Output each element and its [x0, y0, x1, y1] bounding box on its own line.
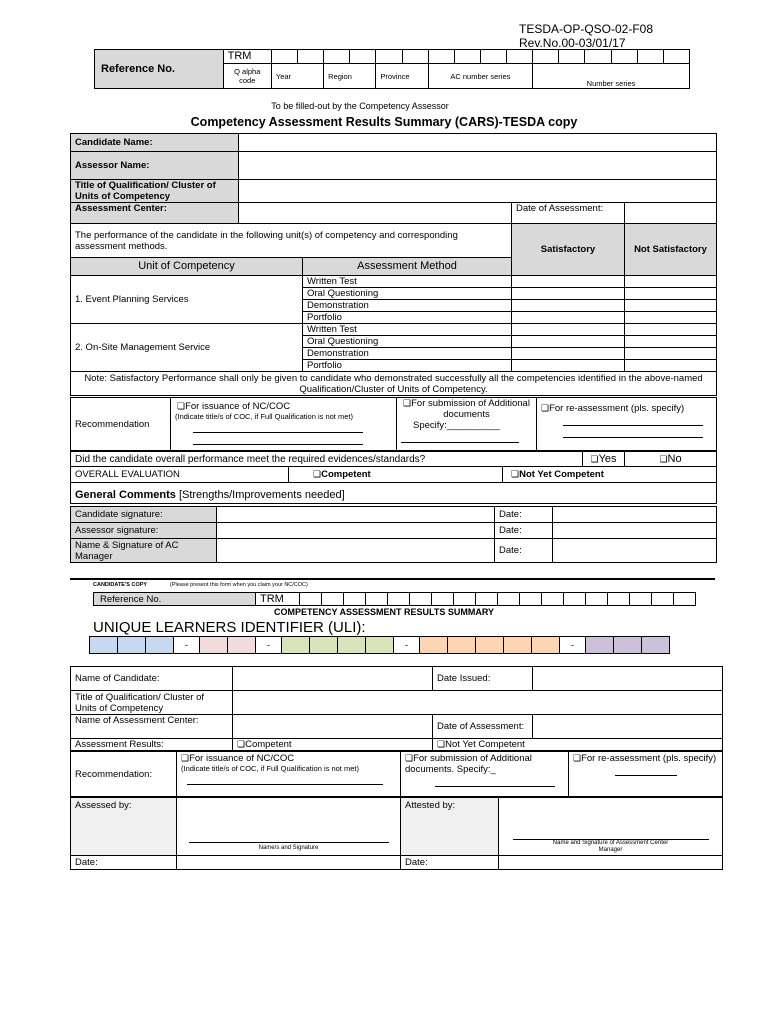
- rec-reassess-checkbox[interactable]: [541, 403, 712, 414]
- ref-box[interactable]: [585, 50, 611, 64]
- assessor-signature-field[interactable]: [217, 523, 495, 539]
- assessment-method-header: Assessment Method: [303, 258, 512, 276]
- copy-rec-reassess-line[interactable]: [615, 766, 677, 776]
- competent-option[interactable]: ❏ Competent: [289, 467, 503, 483]
- assessed-by-label: Assessed by:: [71, 798, 177, 856]
- copy-trm-cell: TRM: [256, 593, 300, 606]
- cars-table: [70, 133, 717, 396]
- rec-nc-label: For issuance of NC/COC: [185, 401, 291, 412]
- copy-date-of-assessment-field[interactable]: [533, 715, 723, 739]
- overall-question: Did the candidate overall performance meet the required evidences/standards?: [71, 452, 583, 467]
- not-yet-competent-option[interactable]: ❏ Not Yet Competent: [503, 467, 717, 483]
- performance-text: The performance of the candidate in the following unit(s) of competency and corresponding assessment methods.: [71, 224, 512, 258]
- not-satisfactory-cell[interactable]: [625, 360, 717, 372]
- copy-date-label: Date:: [71, 856, 177, 870]
- ref-box[interactable]: [559, 50, 585, 64]
- uli-box[interactable]: [614, 637, 642, 654]
- copy-rec-nc-line[interactable]: [187, 775, 383, 785]
- satisfactory-cell[interactable]: [512, 288, 625, 300]
- assessment-center-label: Assessment Center:: [71, 203, 239, 224]
- satisfactory-cell[interactable]: [512, 312, 625, 324]
- uli-dash: -: [394, 637, 420, 654]
- rec-reassess-line[interactable]: [563, 416, 703, 426]
- copy-reference-label: Reference No.: [94, 593, 256, 606]
- date-of-assessment-field[interactable]: [625, 203, 717, 224]
- overall-evaluation-label: OVERALL EVALUATION: [71, 467, 289, 483]
- ref-box[interactable]: [533, 50, 559, 64]
- ref-box[interactable]: [674, 593, 696, 606]
- ref-box[interactable]: [322, 593, 344, 606]
- uli-box[interactable]: [642, 637, 670, 654]
- uli-title: UNIQUE LEARNERS IDENTIFIER (ULI):: [93, 619, 366, 636]
- ref-box[interactable]: [454, 50, 480, 64]
- copy-rec-docs-line[interactable]: [435, 777, 555, 787]
- ref-box[interactable]: [344, 593, 366, 606]
- satisfactory-cell[interactable]: [512, 336, 625, 348]
- uli-box[interactable]: [532, 637, 560, 654]
- satisfactory-cell[interactable]: [512, 276, 625, 288]
- ref-box[interactable]: [476, 593, 498, 606]
- uli-box[interactable]: [448, 637, 476, 654]
- attested-by-label: Attested by:: [401, 798, 499, 856]
- ref-box[interactable]: [454, 593, 476, 606]
- ref-box[interactable]: [637, 50, 663, 64]
- method-label: Portfolio: [303, 312, 512, 324]
- copy-rec-nc-label: For issuance of NC/COC: [189, 753, 295, 764]
- copy-date-label: Date:: [401, 856, 499, 870]
- rec-docs-label: For submission of Additional documents: [411, 398, 530, 420]
- copy-competent-option[interactable]: ❏ Competent: [233, 739, 433, 751]
- copy-not-yet-competent-option[interactable]: ❏ Not Yet Competent: [433, 739, 723, 751]
- rec-reassess-line[interactable]: [563, 428, 703, 438]
- not-satisfactory-cell[interactable]: [625, 300, 717, 312]
- ref-box[interactable]: [480, 50, 506, 64]
- ref-box[interactable]: [520, 593, 542, 606]
- date-issued-field[interactable]: [533, 667, 723, 691]
- method-label: Portfolio: [303, 360, 512, 372]
- date-field[interactable]: [553, 539, 717, 563]
- candidate-signature-label: Candidate signature:: [71, 507, 217, 523]
- not-satisfactory-cell[interactable]: [625, 312, 717, 324]
- date-field[interactable]: [553, 507, 717, 523]
- ref-box[interactable]: [350, 50, 376, 64]
- copy-date-of-assessment-label: Date of Assessment:: [433, 715, 533, 739]
- ref-box[interactable]: [542, 593, 564, 606]
- ref-box[interactable]: [611, 50, 637, 64]
- unit-name: 1. Event Planning Services: [71, 276, 303, 324]
- candidate-signature-field[interactable]: [217, 507, 495, 523]
- recommendation-label: Recommendation: [71, 398, 171, 451]
- general-comments[interactable]: General Comments [Strengths/Improvements needed]: [71, 483, 717, 504]
- satisfactory-cell[interactable]: [512, 360, 625, 372]
- candidate-name-field[interactable]: [239, 134, 717, 152]
- copy-rec-docs-label: For submission of Additional documents. Specify:_: [405, 753, 532, 775]
- date-of-assessment-label: Date of Assessment:: [512, 203, 625, 224]
- uli-box[interactable]: [228, 637, 256, 654]
- copy-rec-docs-checkbox[interactable]: [405, 753, 564, 775]
- note-text: Note: Satisfactory Performance shall only be given to candidate who demonstrated successfully all the competencies identified in the above-named Qualification/Cluster of Units of Competency.: [71, 372, 717, 396]
- ref-box[interactable]: [366, 593, 388, 606]
- ref-box[interactable]: [630, 593, 652, 606]
- assessment-center-name-label: Name of Assessment Center:: [71, 715, 233, 739]
- unit-of-competency-header: Unit of Competency: [71, 258, 303, 276]
- date-label: Date:: [495, 507, 553, 523]
- name-of-candidate-field[interactable]: [233, 667, 433, 691]
- ref-box[interactable]: [652, 593, 674, 606]
- uli-box[interactable]: [338, 637, 366, 654]
- not-satisfactory-cell[interactable]: [625, 348, 717, 360]
- recommendation-table: [70, 397, 717, 451]
- method-label: Written Test: [303, 324, 512, 336]
- method-label: Oral Questioning: [303, 288, 512, 300]
- not-satisfactory-cell[interactable]: [625, 288, 717, 300]
- not-satisfactory-cell[interactable]: [625, 324, 717, 336]
- ac-manager-field[interactable]: [217, 539, 495, 563]
- uli-box[interactable]: [90, 637, 118, 654]
- overall-table: [70, 451, 717, 504]
- rec-docs-specify[interactable]: Specify:__________: [413, 420, 500, 431]
- rec-docs-checkbox[interactable]: [401, 398, 532, 420]
- reference-table: [94, 49, 690, 89]
- ac-manager-label: Name & Signature of AC Manager: [71, 539, 217, 563]
- ref-box[interactable]: [410, 593, 432, 606]
- ref-box[interactable]: [300, 593, 322, 606]
- ref-box[interactable]: [402, 50, 428, 64]
- uli-box[interactable]: [366, 637, 394, 654]
- uli-table: [89, 636, 670, 654]
- revision-number: Rev.No.00-03/01/17: [519, 36, 626, 50]
- copy-date-field[interactable]: [177, 856, 401, 870]
- copy-rec-nc-checkbox[interactable]: [181, 753, 396, 764]
- year-label: Year: [271, 64, 323, 89]
- ref-box[interactable]: [376, 50, 402, 64]
- satisfactory-header: Satisfactory: [512, 224, 625, 276]
- not-satisfactory-cell[interactable]: [625, 276, 717, 288]
- uli-box[interactable]: [310, 637, 338, 654]
- q-alpha-code-label: Q alpha code: [223, 64, 271, 89]
- uli-box[interactable]: [504, 637, 532, 654]
- number-series-label: Number series: [533, 64, 690, 89]
- ref-box[interactable]: [428, 50, 454, 64]
- ref-box[interactable]: [324, 50, 350, 64]
- copy-signature-table: [70, 797, 723, 870]
- date-issued-label: Date Issued:: [433, 667, 533, 691]
- signature-table: [70, 506, 717, 563]
- uli-dash: -: [560, 637, 586, 654]
- uli-box[interactable]: [118, 637, 146, 654]
- copy-date-field[interactable]: [499, 856, 723, 870]
- rec-reassess-label: For re-assessment (pls. specify): [549, 403, 685, 414]
- copy-rec-reassess-label: For re-assessment (pls. specify): [581, 753, 717, 764]
- ref-box[interactable]: [298, 50, 324, 64]
- filled-by-note: To be filled-out by the Competency Assessor: [271, 101, 449, 111]
- satisfactory-cell[interactable]: [512, 300, 625, 312]
- copy-rec-reassess-checkbox[interactable]: [573, 753, 718, 764]
- assessment-results-label: Assessment Results:: [71, 739, 233, 751]
- copy-table: [70, 666, 723, 751]
- copy-rec-nc-note: (Indicate title/s of COC, if Full Qualification is not met): [181, 764, 359, 773]
- trm-cell: TRM: [223, 50, 271, 64]
- uli-box[interactable]: [200, 637, 228, 654]
- uli-box[interactable]: [282, 637, 310, 654]
- assessor-name-field[interactable]: [239, 152, 717, 180]
- ref-box[interactable]: [507, 50, 533, 64]
- assessor-name-label: Assessor Name:: [71, 152, 239, 180]
- page-title: Competency Assessment Results Summary (CARS)-TESDA copy: [190, 115, 578, 129]
- ac-number-series-label: AC number series: [428, 64, 533, 89]
- uli-dash: -: [256, 637, 282, 654]
- candidates-copy-note: (Please present this form when you claim your NC/COC): [170, 582, 308, 588]
- name-signature-caption: Name/s and Signature: [258, 845, 319, 851]
- date-label: Date:: [495, 539, 553, 563]
- qualification-label: Title of Qualification/ Cluster of Units of Competency: [71, 180, 239, 203]
- form-code: TESDA-OP-QSO-02-F08: [519, 22, 654, 36]
- yes-option[interactable]: ❏ Yes: [583, 452, 625, 467]
- satisfactory-cell[interactable]: [512, 324, 625, 336]
- ref-box[interactable]: [586, 593, 608, 606]
- uli-dash: -: [174, 637, 200, 654]
- rec-nc-checkbox[interactable]: [175, 401, 392, 412]
- ref-box[interactable]: [432, 593, 454, 606]
- ref-box[interactable]: [608, 593, 630, 606]
- uli-box[interactable]: [420, 637, 448, 654]
- assessment-center-name-field[interactable]: [233, 715, 433, 739]
- assessor-signature-label: Assessor signature:: [71, 523, 217, 539]
- copy-recommendation-label: Recommendation:: [71, 752, 177, 797]
- rec-docs-line[interactable]: [401, 433, 519, 443]
- ref-box[interactable]: [271, 50, 297, 64]
- copy-qualification-field[interactable]: [233, 691, 723, 715]
- ref-box[interactable]: [498, 593, 520, 606]
- region-label: Region: [324, 64, 376, 89]
- copy-qualification-label: Title of Qualification/ Cluster of Units of Competency: [71, 691, 233, 715]
- method-label: Written Test: [303, 276, 512, 288]
- unit-name: 2. On-Site Management Service: [71, 324, 303, 372]
- not-satisfactory-cell[interactable]: [625, 336, 717, 348]
- rec-nc-note: (Indicate title/s of COC, if Full Qualification is not met): [175, 412, 353, 421]
- qualification-field[interactable]: [239, 180, 717, 203]
- date-field[interactable]: [553, 523, 717, 539]
- method-label: Demonstration: [303, 348, 512, 360]
- candidate-name-label: Candidate Name:: [71, 134, 239, 152]
- date-label: Date:: [495, 523, 553, 539]
- assessment-center-field[interactable]: [239, 203, 512, 224]
- copy-reference-table: [93, 592, 696, 606]
- no-option[interactable]: ❏ No: [625, 452, 717, 467]
- ref-box[interactable]: [663, 50, 689, 64]
- method-label: Oral Questioning: [303, 336, 512, 348]
- assessed-by-field[interactable]: [177, 798, 401, 856]
- attested-by-field[interactable]: [499, 798, 723, 856]
- rec-nc-line[interactable]: [193, 435, 363, 445]
- ref-box[interactable]: [388, 593, 410, 606]
- rec-nc-line[interactable]: [193, 423, 363, 433]
- separator-line: [70, 578, 715, 580]
- province-label: Province: [376, 64, 428, 89]
- not-satisfactory-header: Not Satisfactory: [625, 224, 717, 276]
- summary-title: COMPETENCY ASSESSMENT RESULTS SUMMARY: [273, 607, 495, 617]
- manager-signature-caption: Name and Signature of Assessment Center Manager: [552, 840, 669, 853]
- uli-box[interactable]: [476, 637, 504, 654]
- copy-recommendation-table: [70, 751, 723, 797]
- method-label: Demonstration: [303, 300, 512, 312]
- uli-box[interactable]: [146, 637, 174, 654]
- ref-box[interactable]: [564, 593, 586, 606]
- candidates-copy-label: CANDIDATE'S COPY: [93, 582, 148, 588]
- uli-box[interactable]: [586, 637, 614, 654]
- reference-label: Reference No.: [95, 50, 224, 89]
- satisfactory-cell[interactable]: [512, 348, 625, 360]
- name-of-candidate-label: Name of Candidate:: [71, 667, 233, 691]
